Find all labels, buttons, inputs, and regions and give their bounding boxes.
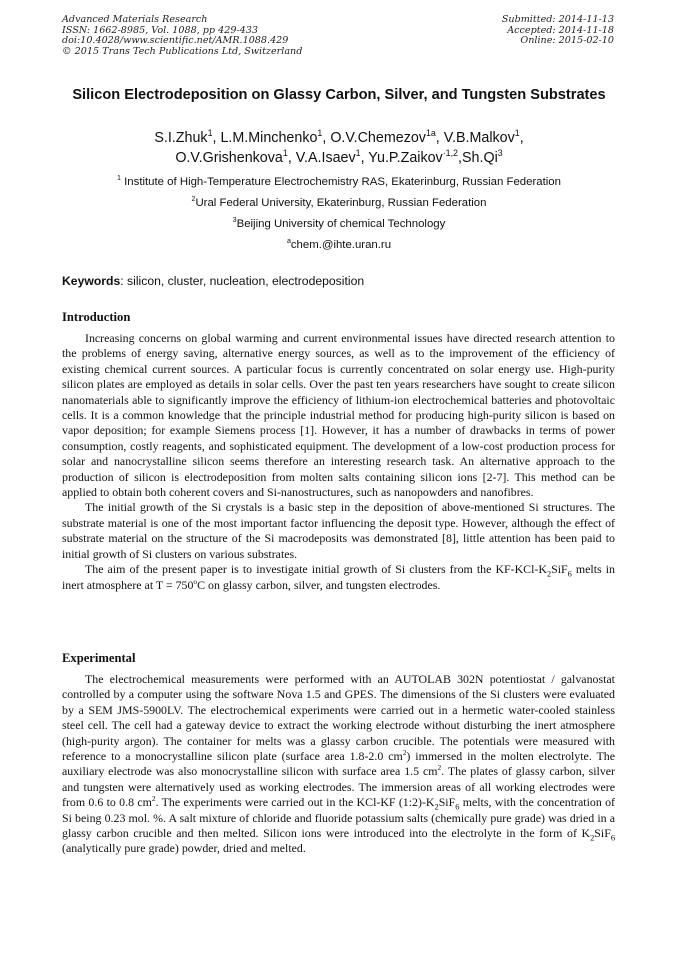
text-run: . The plates of glassy carbon, silver and tungsten were alternatively used as working electrodes. The immersion areas of all working electrodes were from 0.6 to 0.8 cm	[62, 764, 615, 810]
text-run: (analytically pure grade) powder, dried and melted.	[62, 841, 306, 856]
affiliation-text: Institute of High-Temperature Electrochemistry RAS, Ekaterinburg, Russian Federation	[124, 176, 561, 188]
text-run: melts in inert atmosphere at T = 750	[62, 562, 615, 592]
section-heading-experimental: Experimental	[62, 651, 136, 665]
author-affiliation-marker: 1	[514, 128, 520, 139]
author-affiliation-marker: 3	[497, 148, 503, 159]
subscript: 6	[455, 802, 460, 812]
author-affiliation-marker: 1	[355, 148, 361, 159]
text-run: SiF	[551, 562, 568, 577]
text-run: C on glassy carbon, silver, and tungsten electrodes.	[197, 577, 441, 592]
paragraph	[62, 672, 615, 857]
author-name: L.M.Minchenko	[220, 130, 318, 146]
journal-issn: ISSN: 1662-8985, Vol. 1088, pp 429-433	[62, 24, 258, 36]
paper-title: Silicon Electrodeposition on Glassy Carbon, Silver, and Tungsten Substrates	[72, 87, 606, 103]
subscript: 6	[610, 833, 615, 843]
author-name: O.V.Chemezov	[330, 130, 426, 146]
email-marker: a	[286, 238, 291, 246]
subscript: 2	[546, 569, 552, 579]
author-affiliation-marker: 1	[317, 128, 323, 139]
superscript: o	[193, 576, 198, 586]
subscript: 2	[434, 802, 439, 812]
subscript: 2	[590, 833, 595, 843]
author-name: V.A.Isaev	[295, 150, 356, 166]
contact-email[interactable]	[50, 238, 628, 252]
affiliation-1	[50, 175, 628, 189]
affiliation-marker: 1	[117, 175, 121, 183]
paragraph: The initial growth of the Si crystals is a basic step in the deposition of above-mentioned Si structures. The substrate material is one of the most important factor influencing the deposit type. However, although the effect of substrate material on the structure of the Si macrodeposits was demonstrated [8], little attention has been paid to initial growth of Si clusters on various substrates.	[62, 500, 615, 561]
journal-info	[62, 15, 302, 57]
text-run: ) immersed in the molten electrolyte. The auxiliary electrode was also monocrystalline silicon with surface area 1.5 cm	[62, 749, 616, 779]
affiliation-3	[50, 217, 628, 231]
author-affiliation-marker: 1	[207, 128, 213, 139]
author-name: O.V.Grishenkova	[175, 150, 283, 166]
experimental-body	[62, 672, 615, 857]
text-run: SiF	[438, 795, 456, 810]
author-name: Sh.Qi	[461, 150, 498, 166]
text-run: The electrochemical measurements were performed with an AUTOLAB 302N potentiostat / galvanostat controlled by a computer using the software Nova 1.5 and GPES. The dimensions of the Si clusters were evaluated by a SEM JMS-5900LV. The electrochemical experiments were carried out in a hermetic water-cooled stainless steel cell. The cell had a gateway device to extract the working electrode without disturbing the inert atmosphere (high-purity argon). The container for melts was a glassy carbon crucible. The potentials were measured with reference to a monocrystalline silicon plate (surface area 1.8-2.0 cm	[62, 672, 615, 764]
author-name: Yu.P.Zaikov	[368, 150, 443, 166]
text-run: SiF	[594, 826, 611, 841]
accepted-date: Accepted: 2014-11-18	[507, 24, 614, 36]
affiliation-marker: 3	[232, 217, 237, 225]
affiliation-text: Ural Federal University, Ekaterinburg, Russian Federation	[195, 197, 487, 209]
superscript: 2	[151, 794, 156, 804]
affiliation-marker: 2	[191, 196, 196, 204]
keywords-label: Keywords	[62, 274, 121, 288]
author-affiliation-marker: 1a	[425, 128, 436, 139]
keywords-line	[62, 274, 364, 288]
submission-dates	[502, 15, 614, 47]
submitted-date: Submitted: 2014-11-13	[501, 14, 614, 25]
author-name: S.I.Zhuk	[154, 130, 208, 146]
affiliation-text: Beijing University of chemical Technology	[236, 218, 446, 230]
introduction-body	[62, 331, 615, 593]
subscript: 6	[567, 569, 572, 579]
email-text[interactable]: chem.@ihte.uran.ru	[290, 239, 392, 251]
journal-copyright: © 2015 Trans Tech Publications Ltd, Switzerland	[62, 45, 303, 57]
superscript: 2	[437, 763, 442, 773]
text-run: melts, with the concentration of Si being 0.23 mol. %. A salt mixture of chloride and fluoride potassium salts (chemically pure grade) was dried in a glassy carbon crucible and then melted. Silicon ions were introduced into the electrolyte in the form of K	[62, 795, 615, 841]
paragraph	[62, 562, 615, 593]
journal-name: Advanced Materials Research	[62, 14, 208, 25]
keywords-text: : silicon, cluster, nucleation, electrodeposition	[120, 274, 365, 288]
text-run: The aim of the present paper is to investigate initial growth of Si clusters from the KF-KCl-K	[85, 562, 547, 577]
paragraph: Increasing concerns on global warming and current environmental issues have directed research attention to the problems of energy saving, alternative energy sources, as well as to the improvement of the efficiency of existing chemical current sources. A particular focus is currently concentrated on solar energy use. High-purity silicon plates are employed as details in solar cells. Over the past ten years researchers have sought to create silicon nanomaterials able to significantly improve the efficiency of lithium-ion electrochemical batteries and photovoltaic cells. It is a common knowledge that the principle industrial method for producing high-purity silicon is based on vapor deposition; for example Siemens process [1]. However, it has a number of drawbacks in terms of power consumption, costly reagents, and sophisticated equipment. The development of a low-cost production process for solar and nanocrystalline silicon seems therefore an interesting research task. An alternative approach to the production of silicon is electrodeposition from molten salts containing silicon ions [2-7]. This method can be applied to obtain both coherent covers and Si-nanostructures, such as nanopowders and nanofibres.	[62, 331, 615, 500]
affiliation-2	[50, 196, 628, 210]
author-affiliation-marker: 1	[282, 148, 288, 159]
superscript: 2	[402, 748, 407, 758]
text-run: . The experiments were carried out in the KCl-KF (1:2)-K	[155, 795, 435, 810]
online-date: Online: 2015-02-10	[520, 35, 614, 47]
author-affiliation-marker: ·1,2	[442, 148, 458, 159]
author-name: V.B.Malkov	[443, 130, 515, 146]
section-heading-introduction: Introduction	[62, 310, 131, 324]
author-list: S.I.Zhuk$^1$, L.M.Minchenko$^1$, O.V.Chemezov$^{1a}$, V.B.Malkov$^1$, O.V.Grishenkova$^1$, V.A.Isaev$^1$, Yu.P.Zaikov$^{\cdot 1,2}$,Sh.Qi$^3$	[154, 128, 524, 166]
journal-doi[interactable]: doi:10.4028/www.scientific.net/AMR.1088.429	[62, 35, 289, 47]
